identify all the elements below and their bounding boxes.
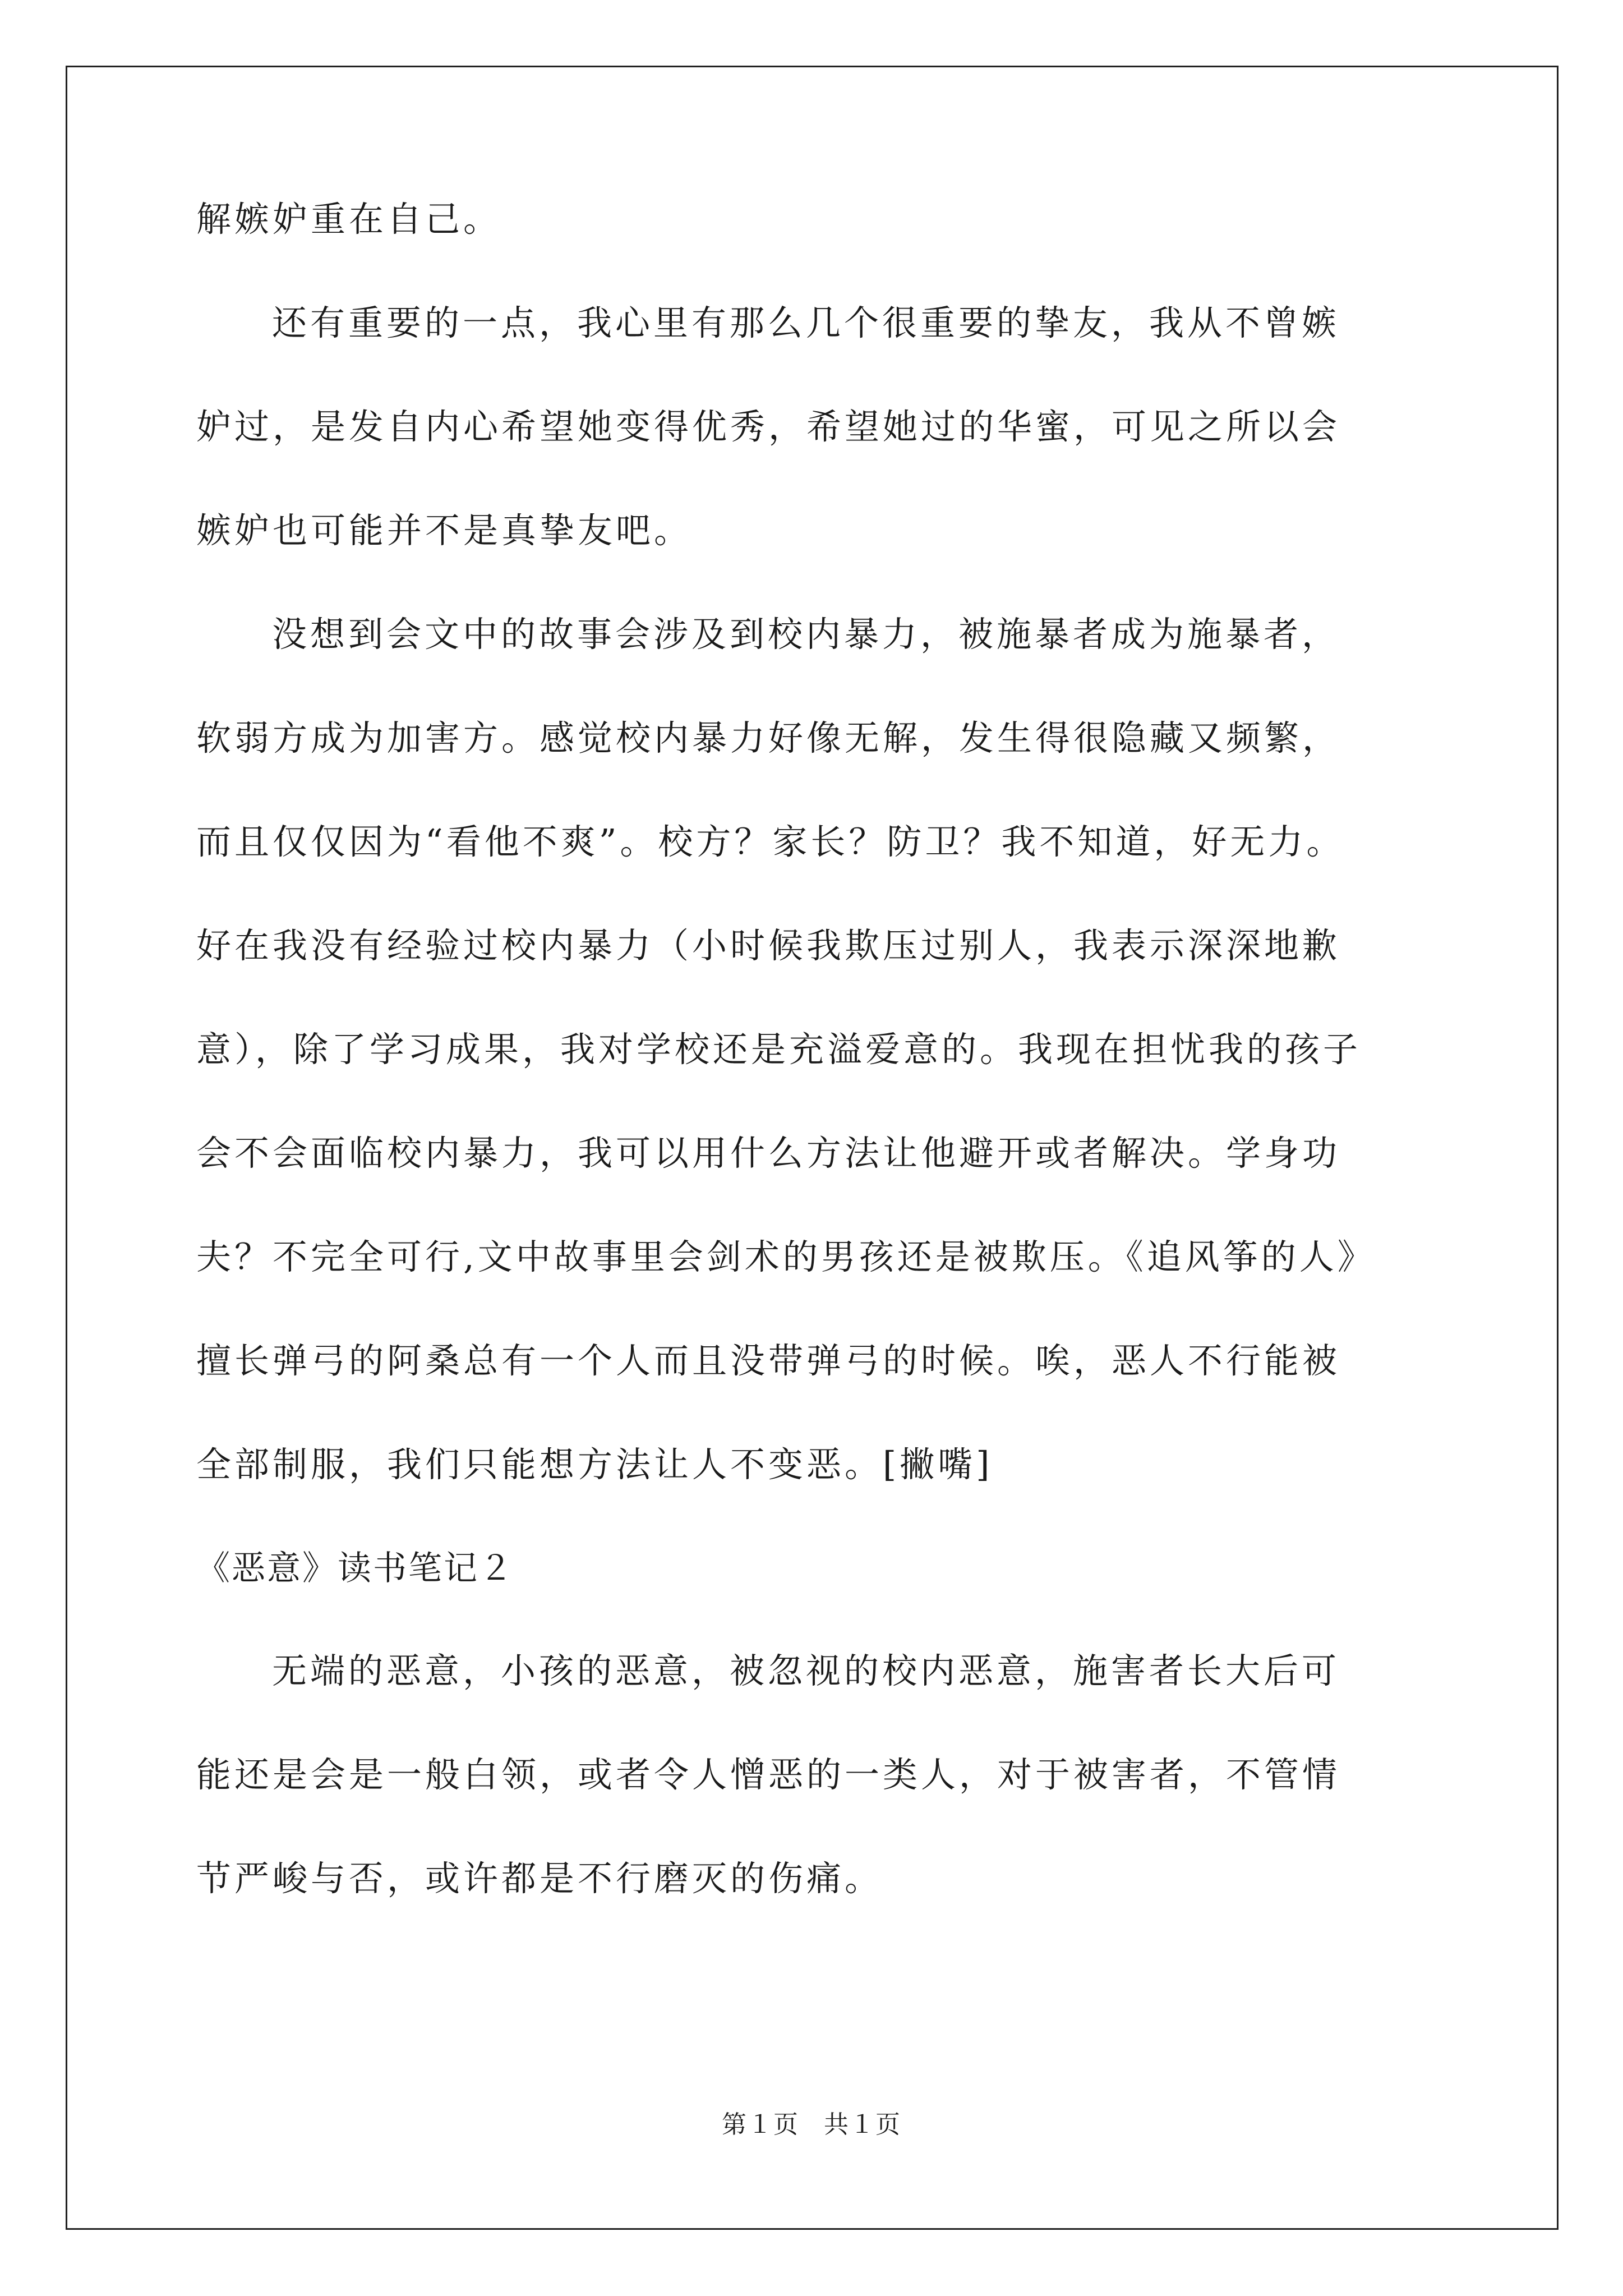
paragraph-line: 会不会面临校内暴力，我可以用什么方法让他避开或者解决。学身功 xyxy=(196,1133,1341,1174)
paragraph-line: 妒过，是发自内心希望她变得优秀，希望她过的华蜜，可见之所以会 xyxy=(196,406,1341,447)
page-number: 第１页 xyxy=(722,2110,799,2139)
paragraph-line: 软弱方成为加害方。感觉校内暴力好像无解，发生得很隐藏又频繁， xyxy=(196,717,1341,758)
section-heading: 《恶意》读书笔记２ xyxy=(196,1549,514,1588)
paragraph-line: 好在我没有经验过校内暴力（小时候我欺压过别人，我表示深深地歉 xyxy=(196,925,1341,966)
paragraph-line: 没想到会文中的故事会涉及到校内暴力，被施暴者成为施暴者， xyxy=(272,614,1340,655)
paragraph-line: 嫉妒也可能并不是真挚友吧。 xyxy=(196,510,693,551)
paragraph-line: 节严峻与否，或许都是不行磨灭的伤痛。 xyxy=(196,1858,883,1899)
document-body xyxy=(196,199,1441,1965)
page-total: 共１页 xyxy=(824,2110,901,2139)
paragraph-line: 意），除了学习成果，我对学校还是充溢爱意的。我现在担忧我的孩子 xyxy=(196,1029,1362,1070)
paragraph-line: 全部制服，我们只能想方法让人不变恶。[撇嘴] xyxy=(196,1444,993,1485)
paragraph-line: 夫？不完全可行,文中故事里会剑术的男孩还是被欺压。《追风筝的人》 xyxy=(196,1236,1376,1277)
page-footer xyxy=(0,2110,1623,2139)
paragraph-line: 能还是会是一般白领，或者令人憎恶的一类人，对于被害者，不管情 xyxy=(196,1754,1341,1795)
paragraph-line: 解嫉妒重在自己。 xyxy=(196,199,502,240)
paragraph-line: 擅长弹弓的阿桑总有一个人而且没带弹弓的时候。唉，恶人不行能被 xyxy=(196,1340,1341,1381)
paragraph-line: 而且仅仅因为“看他不爽”。校方？家长？防卫？我不知道，好无力。 xyxy=(196,821,1345,862)
paragraph-line: 还有重要的一点，我心里有那么几个很重要的挚友，我从不曾嫉 xyxy=(272,302,1340,343)
paragraph-line: 无端的恶意，小孩的恶意，被忽视的校内恶意，施害者长大后可 xyxy=(272,1650,1340,1691)
